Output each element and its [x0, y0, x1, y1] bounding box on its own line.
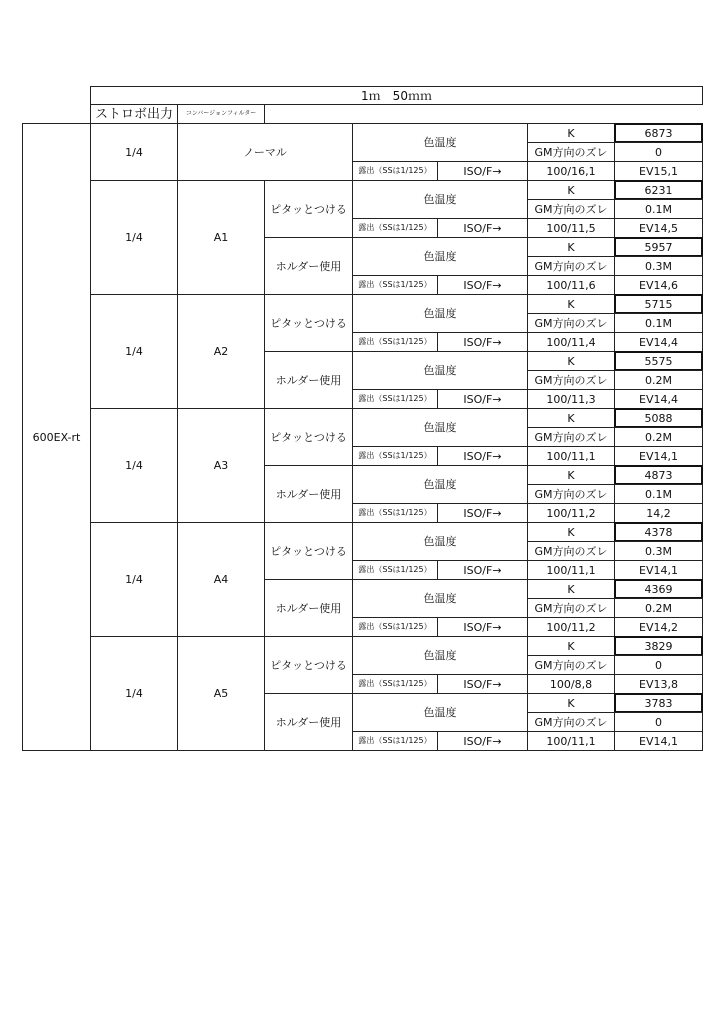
iso-f-label: ISO/F→	[437, 617, 528, 637]
k-value-a5-attach: 3829	[614, 636, 703, 656]
method-a5-attach: ピタッとつける	[264, 636, 353, 694]
iso-f-label: ISO/F→	[437, 389, 528, 409]
exposure-label: 露出（SSは1/125）	[352, 275, 438, 295]
k-label: K	[527, 579, 615, 599]
k-value-normal: 6873	[614, 123, 703, 143]
table-title: 1ｍ 50ｍｍ	[90, 86, 703, 105]
k-label: K	[527, 237, 615, 257]
ev-value-a2-holder: EV14,4	[614, 389, 703, 409]
iso-f-label: ISO/F→	[437, 161, 528, 181]
iso-f-value-a5-attach: 100/8,8	[527, 674, 615, 694]
k-value-a5-holder: 3783	[614, 693, 703, 713]
method-a4-attach: ピタッとつける	[264, 522, 353, 580]
method-a4-holder: ホルダー使用	[264, 579, 353, 637]
color-temp-label: 色温度	[352, 351, 528, 390]
iso-f-label: ISO/F→	[437, 275, 528, 295]
exposure-label: 露出（SSは1/125）	[352, 731, 438, 751]
exposure-label: 露出（SSは1/125）	[352, 560, 438, 580]
iso-f-value-a5-holder: 100/11,1	[527, 731, 615, 751]
strobe-power-normal: 1/4	[90, 123, 178, 181]
ev-value-a3-holder: 14,2	[614, 503, 703, 523]
iso-f-label: ISO/F→	[437, 503, 528, 523]
k-value-a3-holder: 4873	[614, 465, 703, 485]
iso-f-value-a3-attach: 100/11,1	[527, 446, 615, 466]
k-label: K	[527, 465, 615, 485]
gm-shift-label: GM方向のズレ	[527, 541, 615, 561]
gm-value-a2-holder: 0.2M	[614, 370, 703, 390]
gm-value-a5-holder: 0	[614, 712, 703, 732]
method-a3-attach: ピタッとつける	[264, 408, 353, 466]
ev-value-a3-attach: EV14,1	[614, 446, 703, 466]
filter-a3: A3	[177, 408, 265, 523]
method-a2-holder: ホルダー使用	[264, 351, 353, 409]
gm-value-normal: 0	[614, 142, 703, 162]
k-label: K	[527, 693, 615, 713]
color-temp-label: 色温度	[352, 693, 528, 732]
k-label: K	[527, 351, 615, 371]
filter-a2: A2	[177, 294, 265, 409]
method-a1-attach: ピタッとつける	[264, 180, 353, 238]
iso-f-label: ISO/F→	[437, 218, 528, 238]
k-value-a1-attach: 6231	[614, 180, 703, 200]
iso-f-value-a4-attach: 100/11,1	[527, 560, 615, 580]
iso-f-label: ISO/F→	[437, 674, 528, 694]
iso-f-value-a4-holder: 100/11,2	[527, 617, 615, 637]
ev-value-a2-attach: EV14,4	[614, 332, 703, 352]
k-value-a1-holder: 5957	[614, 237, 703, 257]
gm-value-a2-attach: 0.1M	[614, 313, 703, 333]
iso-f-value-a1-holder: 100/11,6	[527, 275, 615, 295]
gm-value-a4-holder: 0.2M	[614, 598, 703, 618]
gm-shift-label: GM方向のズレ	[527, 598, 615, 618]
gm-shift-label: GM方向のズレ	[527, 712, 615, 732]
gm-shift-label: GM方向のズレ	[527, 484, 615, 504]
iso-f-value-a2-attach: 100/11,4	[527, 332, 615, 352]
iso-f-value-a1-attach: 100/11,5	[527, 218, 615, 238]
k-label: K	[527, 636, 615, 656]
gm-shift-label: GM方向のズレ	[527, 370, 615, 390]
color-temp-label: 色温度	[352, 180, 528, 219]
color-temp-label: 色温度	[352, 123, 528, 162]
gm-value-a1-attach: 0.1M	[614, 199, 703, 219]
strobe-output-header: ストロボ出力	[90, 104, 178, 124]
gm-shift-label: GM方向のズレ	[527, 142, 615, 162]
k-value-a4-holder: 4369	[614, 579, 703, 599]
gm-shift-label: GM方向のズレ	[527, 655, 615, 675]
color-temp-label: 色温度	[352, 465, 528, 504]
color-temp-label: 色温度	[352, 522, 528, 561]
iso-f-value-a2-holder: 100/11,3	[527, 389, 615, 409]
strobe-power-a3: 1/4	[90, 408, 178, 523]
iso-f-label: ISO/F→	[437, 731, 528, 751]
color-temp-label: 色温度	[352, 636, 528, 675]
iso-f-label: ISO/F→	[437, 332, 528, 352]
filter-normal: ノーマル	[177, 123, 353, 181]
gm-shift-label: GM方向のズレ	[527, 256, 615, 276]
ev-value-normal: EV15,1	[614, 161, 703, 181]
exposure-label: 露出（SSは1/125）	[352, 503, 438, 523]
color-temp-label: 色温度	[352, 237, 528, 276]
k-value-a4-attach: 4378	[614, 522, 703, 542]
strobe-power-a4: 1/4	[90, 522, 178, 637]
exposure-label: 露出（SSは1/125）	[352, 218, 438, 238]
k-value-a2-attach: 5715	[614, 294, 703, 314]
gm-value-a3-holder: 0.1M	[614, 484, 703, 504]
model-name: 600EX-rt	[22, 123, 91, 751]
gm-value-a4-attach: 0.3M	[614, 541, 703, 561]
iso-f-value-normal: 100/16,1	[527, 161, 615, 181]
strobe-power-a5: 1/4	[90, 636, 178, 751]
k-label: K	[527, 294, 615, 314]
method-a2-attach: ピタッとつける	[264, 294, 353, 352]
exposure-label: 露出（SSは1/125）	[352, 617, 438, 637]
gm-shift-label: GM方向のズレ	[527, 313, 615, 333]
k-label: K	[527, 522, 615, 542]
color-temp-label: 色温度	[352, 294, 528, 333]
k-label: K	[527, 408, 615, 428]
exposure-label: 露出（SSは1/125）	[352, 674, 438, 694]
strobe-power-a2: 1/4	[90, 294, 178, 409]
exposure-label: 露出（SSは1/125）	[352, 446, 438, 466]
gm-value-a5-attach: 0	[614, 655, 703, 675]
gm-shift-label: GM方向のズレ	[527, 427, 615, 447]
gm-value-a3-attach: 0.2M	[614, 427, 703, 447]
gm-value-a1-holder: 0.3M	[614, 256, 703, 276]
ev-value-a5-holder: EV14,1	[614, 731, 703, 751]
filter-a1: A1	[177, 180, 265, 295]
k-value-a3-attach: 5088	[614, 408, 703, 428]
iso-f-value-a3-holder: 100/11,2	[527, 503, 615, 523]
conversion-filter-header: コンバージョンフィルター	[177, 104, 265, 124]
ev-value-a1-attach: EV14,5	[614, 218, 703, 238]
iso-f-label: ISO/F→	[437, 446, 528, 466]
ev-value-a4-holder: EV14,2	[614, 617, 703, 637]
filter-a5: A5	[177, 636, 265, 751]
color-temp-label: 色温度	[352, 579, 528, 618]
ev-value-a5-attach: EV13,8	[614, 674, 703, 694]
k-label: K	[527, 180, 615, 200]
exposure-label: 露出（SSは1/125）	[352, 389, 438, 409]
k-value-a2-holder: 5575	[614, 351, 703, 371]
gm-shift-label: GM方向のズレ	[527, 199, 615, 219]
iso-f-label: ISO/F→	[437, 560, 528, 580]
method-a1-holder: ホルダー使用	[264, 237, 353, 295]
ev-value-a1-holder: EV14,6	[614, 275, 703, 295]
strobe-power-a1: 1/4	[90, 180, 178, 295]
exposure-label: 露出（SSは1/125）	[352, 161, 438, 181]
method-a5-holder: ホルダー使用	[264, 693, 353, 751]
exposure-label: 露出（SSは1/125）	[352, 332, 438, 352]
k-label: K	[527, 123, 615, 143]
ev-value-a4-attach: EV14,1	[614, 560, 703, 580]
method-a3-holder: ホルダー使用	[264, 465, 353, 523]
filter-a4: A4	[177, 522, 265, 637]
color-temp-label: 色温度	[352, 408, 528, 447]
